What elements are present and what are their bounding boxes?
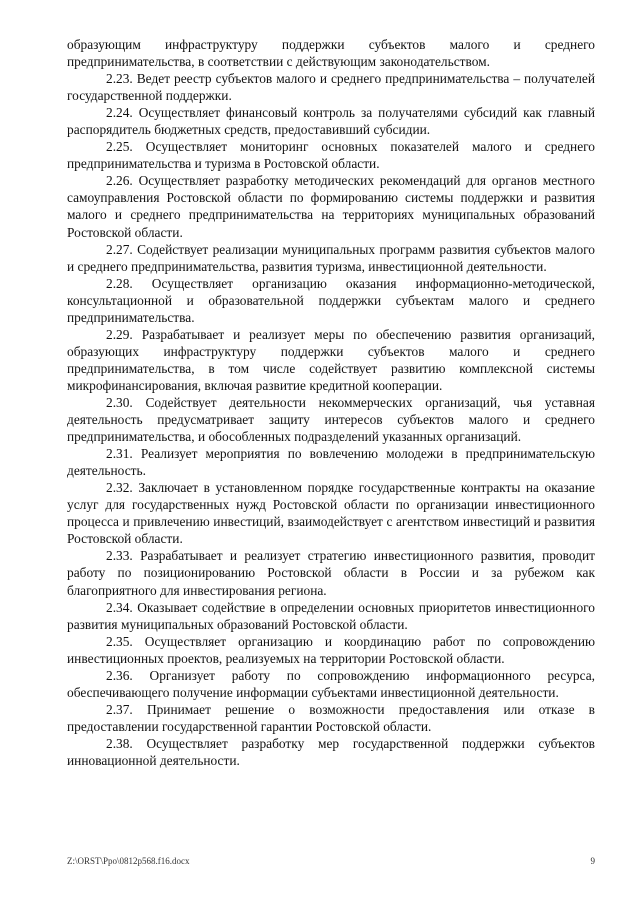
paragraph-2-27: 2.27. Содействует реализации муниципальных программ развития субъектов малого и среднего предпринимательства, развития туризма, инвестиционной деятельности.: [67, 241, 595, 274]
paragraph-2-24: 2.24. Осуществляет финансовый контроль за получателями субсидий как главный распорядитель бюджетных средств, предоставивший субсидии.: [67, 105, 595, 138]
document-body: [67, 36, 595, 769]
paragraph-2-37: 2.37. Принимает решение о возможности предоставления или отказе в предоставлении государственной гарантии Ростовской области.: [67, 701, 595, 734]
paragraph-2-36: 2.36. Организует работу по сопровождению информационного ресурса, обеспечивающего получение информации субъектами инвестиционной деятельности.: [67, 667, 595, 700]
paragraph-2-31: 2.31. Реализует мероприятия по вовлечению молодежи в предпринимательскую деятельность.: [67, 446, 595, 479]
footer-file-path: Z:\ORST\Ppo\0812p568.f16.docx: [67, 856, 190, 866]
paragraph-2-29: 2.29. Разрабатывает и реализует меры по обеспечению развития организаций, образующих инфраструктуру поддержки субъектов малого и среднего предпринимательства, в том числе содействует развитию комплексной системы микрофинансирования, включая развитие кредитной кооперации.: [67, 326, 595, 393]
paragraph-2-25: 2.25. Осуществляет мониторинг основных показателей малого и среднего предпринимательства и туризма в Ростовской области.: [67, 139, 595, 172]
paragraph-2-28: 2.28. Осуществляет организацию оказания информационно-методической, консультационной и образовательной поддержки субъектам малого и среднего предпринимательства.: [67, 275, 595, 325]
paragraph-2-23: 2.23. Ведет реестр субъектов малого и среднего предпринимательства – получателей государственной поддержки.: [67, 71, 595, 104]
paragraph-2-34: 2.34. Оказывает содействие в определении основных приоритетов инвестиционного развития муниципальных образований Ростовской области.: [67, 599, 595, 632]
page-number: 9: [590, 856, 595, 866]
paragraph-2-38: 2.38. Осуществляет разработку мер государственной поддержки субъектов инновационной деятельности.: [67, 735, 595, 768]
paragraph-2-30: 2.30. Содействует деятельности некоммерческих организаций, чья уставная деятельность предусматривает защиту интересов субъектов малого и среднего предпринимательства, и обособленных подразделений указанных организаций.: [67, 394, 595, 445]
paragraph-2-32: 2.32. Заключает в установленном порядке государственные контракты на оказание услуг для государственных нужд Ростовской области по организации инвестиционного процесса и привлечению инвестиций, взаимодействует с агентством инвестиций и развития Ростовской области.: [67, 480, 595, 547]
paragraph-2-35: 2.35. Осуществляет организацию и координацию работ по сопровождению инвестиционных проектов, реализуемых на территории Ростовской области.: [67, 633, 595, 666]
paragraph-2-26: 2.26. Осуществляет разработку методических рекомендаций для органов местного самоуправления Ростовской области по формированию системы поддержки и развития малого и среднего предпринимательства на территориях муниципальных образований Ростовской области.: [67, 173, 595, 240]
paragraph-continuation: образующим инфраструктуру поддержки субъектов малого и среднего предпринимательства, в соответствии с действующим законодательством.: [67, 37, 595, 70]
paragraph-2-33: 2.33. Разрабатывает и реализует стратегию инвестиционного развития, проводит работу по позиционированию Ростовской области в России и за рубежом как благоприятного для инвестирования региона.: [67, 548, 595, 598]
